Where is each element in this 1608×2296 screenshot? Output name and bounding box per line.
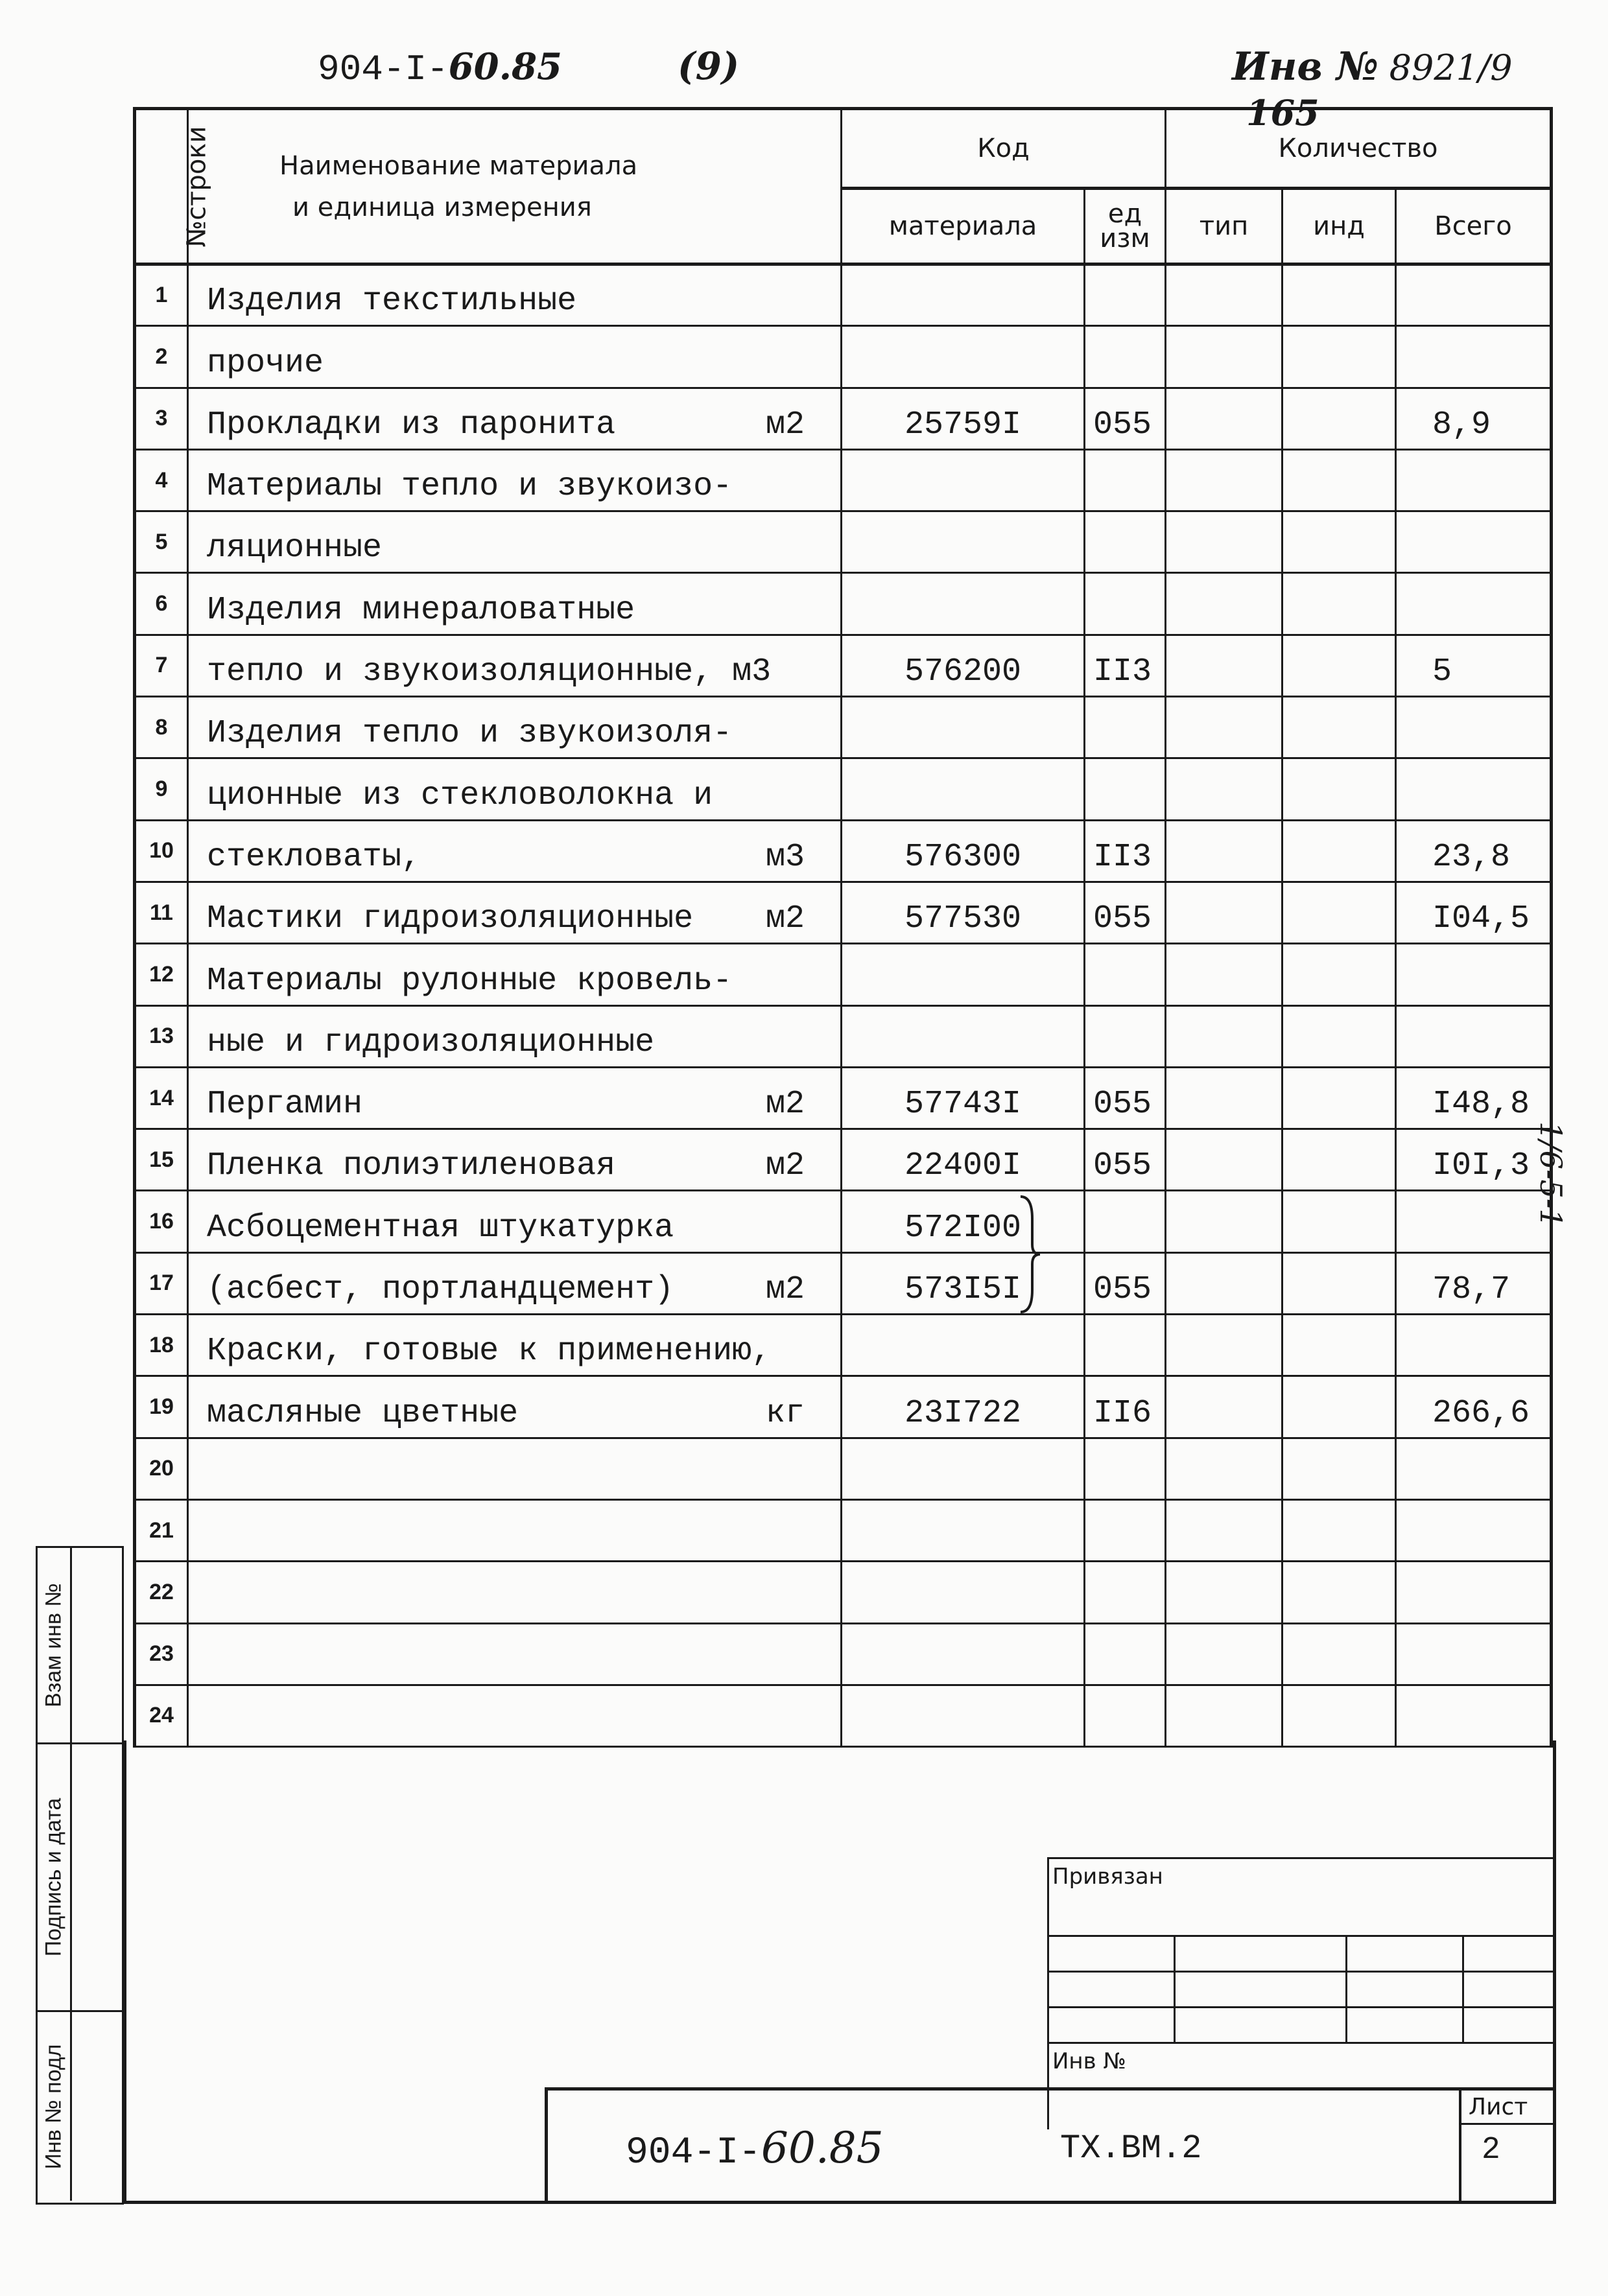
row-number-cell: 11 (135, 882, 188, 943)
table-row (135, 1315, 1552, 1376)
row-tip-cell (1166, 1562, 1283, 1623)
margin-note: 1/6-5-1 (1533, 1121, 1568, 1228)
row-name-cell (188, 1129, 842, 1191)
row-tip-cell (1166, 326, 1283, 388)
row-ind-cell (1283, 635, 1396, 696)
row-code-cell: 577530 (842, 882, 1085, 943)
row-ind-cell (1283, 388, 1396, 449)
row-uom-cell (1085, 1438, 1166, 1499)
row-name-cell (188, 820, 842, 882)
header-tip: тип (1166, 189, 1283, 264)
table-row (135, 449, 1552, 511)
table-row (135, 1067, 1552, 1129)
row-uom-cell (1085, 758, 1166, 820)
row-total-cell: 266,6 (1396, 1376, 1552, 1438)
doc-code-prefix: 904-I- (626, 2132, 761, 2174)
row-code-cell (842, 1562, 1085, 1623)
row-name: Пленка полиэтиленовая (207, 1147, 616, 1185)
row-tip-cell (1166, 758, 1283, 820)
table-row (135, 1499, 1552, 1561)
header-material: материала (842, 189, 1085, 264)
row-uom-cell: 055 (1085, 882, 1166, 943)
row-name: Краски, готовые к применению, (207, 1333, 772, 1370)
row-name: прочие (207, 344, 324, 382)
row-code-cell (842, 511, 1085, 573)
row-total-cell (1396, 264, 1552, 326)
row-tip-cell (1166, 1685, 1283, 1746)
header-total: Всего (1396, 189, 1552, 264)
side-label-vzam: Взам инв № (41, 1583, 66, 1707)
row-name-cell (188, 1685, 842, 1746)
table-header-row-1 (135, 109, 1552, 189)
inv-label: Инв № (1232, 44, 1378, 89)
row-tip-cell (1166, 388, 1283, 449)
row-code-cell (842, 1685, 1085, 1746)
row-ind-cell (1283, 511, 1396, 573)
row-name: Материалы тепло и звукоизо- (207, 468, 733, 506)
row-code-cell (842, 697, 1085, 758)
row-uom-cell (1085, 449, 1166, 511)
row-ind-cell (1283, 1129, 1396, 1191)
table-row (135, 1005, 1552, 1067)
row-ind-cell (1283, 1562, 1396, 1623)
row-number-cell: 17 (135, 1252, 188, 1314)
row-total-cell (1396, 944, 1552, 1005)
table-row (135, 1252, 1552, 1314)
row-name: Материалы рулонные кровель- (207, 962, 733, 1000)
row-total-cell: I48,8 (1396, 1067, 1552, 1129)
row-uom-cell (1085, 697, 1166, 758)
row-total-cell (1396, 1623, 1552, 1685)
row-uom-cell (1085, 1499, 1166, 1561)
row-name-cell (188, 1005, 842, 1067)
row-code-cell (842, 1499, 1085, 1561)
page-paren: (9) (678, 44, 740, 88)
row-tip-cell (1166, 449, 1283, 511)
sheet-label: Лист (1469, 2094, 1528, 2120)
row-name-cell (188, 511, 842, 573)
row-tip-cell (1166, 1499, 1283, 1561)
row-number-cell: 23 (135, 1623, 188, 1685)
row-ind-cell (1283, 1315, 1396, 1376)
row-tip-cell (1166, 697, 1283, 758)
code-brace (1018, 1193, 1044, 1316)
table-row (135, 511, 1552, 573)
row-code-cell (842, 1005, 1085, 1067)
row-name-cell (188, 1376, 842, 1438)
table-row (135, 944, 1552, 1005)
row-uom-cell (1085, 1562, 1166, 1623)
row-unit: м2 (765, 1147, 805, 1185)
row-uom-cell: II3 (1085, 635, 1166, 696)
row-name: Мастики гидроизоляционные (207, 900, 694, 938)
row-code-cell: 57743I (842, 1067, 1085, 1129)
row-ind-cell (1283, 326, 1396, 388)
project-code-hand: 60.85 (448, 45, 562, 88)
row-total-cell: I0I,3 (1396, 1129, 1552, 1191)
row-total-cell (1396, 1562, 1552, 1623)
table-row (135, 1685, 1552, 1746)
row-uom-cell: II6 (1085, 1376, 1166, 1438)
side-cell-vzam (38, 1548, 122, 1744)
side-label-podpis: Подпись и дата (41, 1798, 66, 1957)
row-total-cell (1396, 1315, 1552, 1376)
row-total-cell (1396, 1685, 1552, 1746)
table-row (135, 573, 1552, 635)
row-name-cell (188, 388, 842, 449)
doc-code-hand: 60.85 (761, 2123, 884, 2173)
row-name-cell (188, 635, 842, 696)
row-uom-cell (1085, 1315, 1166, 1376)
row-total-cell (1396, 1191, 1552, 1252)
row-name: ляционные (207, 530, 383, 567)
privyazan-label: Привязан (1052, 1864, 1163, 1890)
doc-mark: ТХ.ВМ.2 (1060, 2129, 1202, 2168)
table-row (135, 882, 1552, 943)
row-tip-cell (1166, 1252, 1283, 1314)
row-name-cell (188, 1499, 842, 1561)
row-ind-cell (1283, 758, 1396, 820)
row-number-cell: 2 (135, 326, 188, 388)
row-ind-cell (1283, 1376, 1396, 1438)
table-row (135, 1376, 1552, 1438)
table-row (135, 1562, 1552, 1623)
row-ind-cell (1283, 697, 1396, 758)
row-number-cell: 8 (135, 697, 188, 758)
row-name: (асбест, портландцемент) (207, 1271, 674, 1309)
row-number-cell: 19 (135, 1376, 188, 1438)
row-code-cell (842, 1623, 1085, 1685)
row-name: стекловаты, (207, 838, 421, 876)
row-name-cell (188, 573, 842, 635)
row-total-cell (1396, 511, 1552, 573)
doc-code (626, 2123, 884, 2174)
row-total-cell: 78,7 (1396, 1252, 1552, 1314)
row-tip-cell (1166, 1438, 1283, 1499)
table-body (135, 264, 1552, 1747)
row-name-cell (188, 944, 842, 1005)
row-tip-cell (1166, 511, 1283, 573)
side-stamp (36, 1546, 124, 2205)
row-total-cell (1396, 326, 1552, 388)
header-qty-group: Количество (1166, 109, 1552, 189)
inv-no-label: Инв № (1052, 2048, 1126, 2074)
row-number-cell: 3 (135, 388, 188, 449)
row-ind-cell (1283, 449, 1396, 511)
header-row-number: №строки (135, 109, 188, 264)
row-number-cell: 7 (135, 635, 188, 696)
row-uom-cell (1085, 573, 1166, 635)
row-tip-cell (1166, 1191, 1283, 1252)
row-name-cell (188, 326, 842, 388)
row-total-cell: 23,8 (1396, 820, 1552, 882)
row-uom-cell (1085, 1685, 1166, 1746)
row-unit: м2 (765, 406, 805, 443)
table-row (135, 1191, 1552, 1252)
row-total-cell: I04,5 (1396, 882, 1552, 943)
row-ind-cell (1283, 882, 1396, 943)
row-total-cell (1396, 573, 1552, 635)
row-code-cell: 25759I (842, 388, 1085, 449)
inv-number: 8921/9 (1389, 47, 1513, 88)
table-row (135, 1623, 1552, 1685)
row-total-cell (1396, 697, 1552, 758)
row-number-cell: 22 (135, 1562, 188, 1623)
row-tip-cell (1166, 1067, 1283, 1129)
header-code-group: Код (842, 109, 1166, 189)
side-label-inv-podl: Инв № подл (41, 2044, 66, 2169)
row-name: масляные цветные (207, 1394, 519, 1432)
header-ind: инд (1283, 189, 1396, 264)
row-name: ционные из стекловолокна и (207, 777, 713, 814)
header-name: Наименование материала и единица измерения (188, 109, 842, 264)
row-uom-cell (1085, 1191, 1166, 1252)
row-total-cell (1396, 1499, 1552, 1561)
row-uom-cell (1085, 511, 1166, 573)
table-row (135, 820, 1552, 882)
row-code-cell: 22400I (842, 1129, 1085, 1191)
table-row (135, 326, 1552, 388)
row-code-cell: 572I00 (842, 1191, 1085, 1252)
row-total-cell (1396, 1005, 1552, 1067)
row-tip-cell (1166, 882, 1283, 943)
row-tip-cell (1166, 1005, 1283, 1067)
row-uom-cell: 055 (1085, 1067, 1166, 1129)
row-unit: м2 (765, 900, 805, 938)
row-uom-cell: 055 (1085, 388, 1166, 449)
row-name-cell (188, 1067, 842, 1129)
row-name: тепло и звукоизоляционные, м3 (207, 653, 772, 691)
row-name: Изделия минераловатные (207, 591, 635, 629)
bottom-frame (123, 1740, 1556, 2204)
row-total-cell (1396, 449, 1552, 511)
table-row (135, 635, 1552, 696)
row-ind-cell (1283, 1005, 1396, 1067)
row-tip-cell (1166, 1129, 1283, 1191)
row-code-cell: 576200 (842, 635, 1085, 696)
row-tip-cell (1166, 635, 1283, 696)
row-name-cell (188, 1315, 842, 1376)
side-cell-inv-podl (38, 2012, 122, 2201)
row-ind-cell (1283, 944, 1396, 1005)
row-name: ные и гидроизоляционные (207, 1024, 655, 1061)
row-name-cell (188, 882, 842, 943)
row-ind-cell (1283, 1191, 1396, 1252)
materials-table (133, 107, 1553, 1748)
row-total-cell: 5 (1396, 635, 1552, 696)
row-tip-cell (1166, 1623, 1283, 1685)
row-ind-cell (1283, 1499, 1396, 1561)
corner-number: 165 (1246, 92, 1319, 134)
row-number-cell: 18 (135, 1315, 188, 1376)
row-code-cell: 576300 (842, 820, 1085, 882)
row-code-cell (842, 326, 1085, 388)
row-number-cell: 15 (135, 1129, 188, 1191)
row-name-cell (188, 1191, 842, 1252)
row-total-cell (1396, 1438, 1552, 1499)
row-uom-cell (1085, 1005, 1166, 1067)
row-ind-cell (1283, 1438, 1396, 1499)
row-number-cell: 14 (135, 1067, 188, 1129)
row-unit: м2 (765, 1271, 805, 1309)
row-name-cell (188, 1252, 842, 1314)
table-row (135, 264, 1552, 326)
row-name-cell (188, 1438, 842, 1499)
row-unit: м2 (765, 1086, 805, 1123)
row-ind-cell (1283, 1685, 1396, 1746)
row-number-cell: 20 (135, 1438, 188, 1499)
row-number-cell: 10 (135, 820, 188, 882)
row-number-cell: 24 (135, 1685, 188, 1746)
row-tip-cell (1166, 1315, 1283, 1376)
row-ind-cell (1283, 1623, 1396, 1685)
sheet-number: 2 (1482, 2133, 1500, 2168)
table-row (135, 1129, 1552, 1191)
row-uom-cell: II3 (1085, 820, 1166, 882)
row-name-cell (188, 697, 842, 758)
row-name-cell (188, 449, 842, 511)
row-uom-cell: 055 (1085, 1252, 1166, 1314)
row-code-cell (842, 1315, 1085, 1376)
row-uom-cell (1085, 1623, 1166, 1685)
row-code-cell (842, 573, 1085, 635)
row-total-cell: 8,9 (1396, 388, 1552, 449)
table-row (135, 697, 1552, 758)
row-number-cell: 5 (135, 511, 188, 573)
row-ind-cell (1283, 820, 1396, 882)
project-code (318, 45, 562, 90)
row-code-cell (842, 264, 1085, 326)
row-uom-cell (1085, 326, 1166, 388)
row-ind-cell (1283, 573, 1396, 635)
row-name-cell (188, 1562, 842, 1623)
row-number-cell: 21 (135, 1499, 188, 1561)
row-number-cell: 16 (135, 1191, 188, 1252)
row-tip-cell (1166, 573, 1283, 635)
project-code-prefix: 904-I- (318, 49, 449, 90)
row-uom-cell (1085, 264, 1166, 326)
row-tip-cell (1166, 264, 1283, 326)
row-name: Пергамин (207, 1086, 363, 1123)
row-code-cell (842, 1438, 1085, 1499)
row-uom-cell (1085, 944, 1166, 1005)
row-number-cell: 12 (135, 944, 188, 1005)
row-ind-cell (1283, 1252, 1396, 1314)
row-number-cell: 4 (135, 449, 188, 511)
row-unit: м3 (765, 838, 805, 876)
row-code-cell (842, 944, 1085, 1005)
row-total-cell (1396, 758, 1552, 820)
row-uom-cell: 055 (1085, 1129, 1166, 1191)
row-name-cell (188, 1623, 842, 1685)
row-name-cell (188, 758, 842, 820)
row-number-cell: 1 (135, 264, 188, 326)
row-name: Изделия текстильные (207, 283, 577, 320)
table-row (135, 388, 1552, 449)
row-name: Асбоцементная штукатурка (207, 1209, 674, 1247)
row-ind-cell (1283, 264, 1396, 326)
side-cell-podpis (38, 1744, 122, 2012)
table-row (135, 1438, 1552, 1499)
row-ind-cell (1283, 1067, 1396, 1129)
row-code-cell: 23I722 (842, 1376, 1085, 1438)
row-code-cell: 573I5I (842, 1252, 1085, 1314)
row-number-cell: 9 (135, 758, 188, 820)
row-tip-cell (1166, 1376, 1283, 1438)
row-number-cell: 13 (135, 1005, 188, 1067)
row-tip-cell (1166, 820, 1283, 882)
row-number-cell: 6 (135, 573, 188, 635)
row-code-cell (842, 449, 1085, 511)
row-name-cell (188, 264, 842, 326)
row-tip-cell (1166, 944, 1283, 1005)
row-name: Изделия тепло и звукоизоля- (207, 715, 733, 753)
row-name: Прокладки из паронита (207, 406, 616, 443)
header-uom: ед изм (1085, 189, 1166, 264)
row-unit: кг (765, 1394, 805, 1432)
row-code-cell (842, 758, 1085, 820)
table-row (135, 758, 1552, 820)
